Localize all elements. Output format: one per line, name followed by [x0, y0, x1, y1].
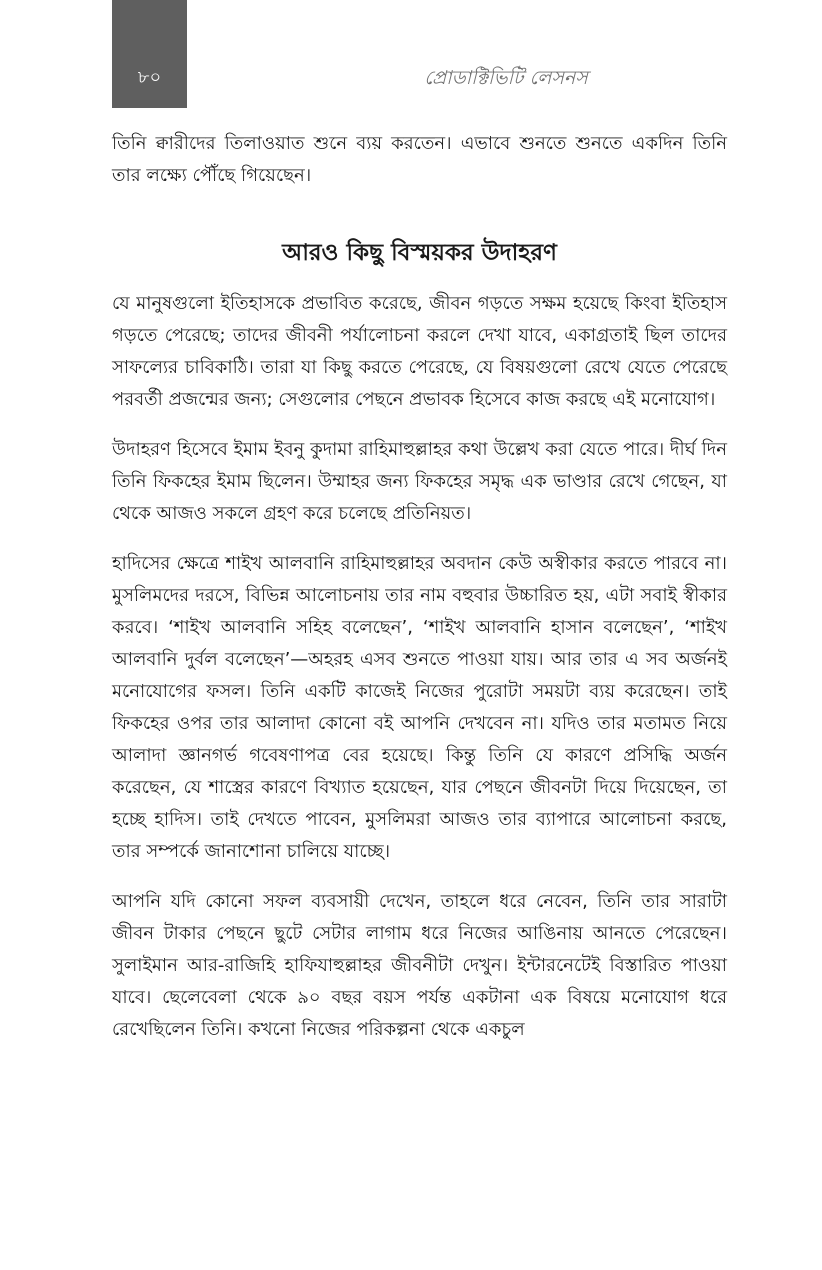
paragraph-3: হাদিসের ক্ষেত্রে শাইখ আলবানি রাহিমাহুল্লাহর অবদান কেউ অস্বীকার করতে পারবে না। মুসলিমদের দরসে, বিভিন্ন আলোচনায় তার নাম বহুবার উচ্চারিত হয়, এটা সবাই স্বীকার করবে। ‘শাইখ আলবানি সহিহ বলেছেন’, ‘শাইখ আলবানি হাসান বলেছেন’, ‘শাইখ আলবানি দুর্বল বলেছেন’—অহরহ এসব শুনতে পাওয়া যায়। আর তার এ সব অর্জনই মনোযোগের ফসল। তিনি একটি কাজেই নিজের পুরোটা সময়টা ব্যয় করেছেন। তাই ফিকহের ওপর তার আলাদা কোনো বই আপনি দেখবেন না। যদিও তার মতামত নিয়ে আলাদা জ্ঞানগর্ভ গবেষণাপত্র বের হয়েছে। কিন্তু তিনি যে কারণে প্রসিদ্ধি অর্জন করেছেন, যে শাস্ত্রের কারণে বিখ্যাত হয়েছেন, যার পেছনে জীবনটা দিয়ে দিয়েছেন, তা হচ্ছে হাদিস। তাই দেখতে পাবেন, মুসলিমরা আজও তার ব্যাপারে আলোচনা করছে, তার সম্পর্কে জানাশোনা চালিয়ে যাচ্ছে।	[112, 553, 727, 862]
page-number-tab	[112, 0, 187, 108]
section-heading: আরও কিছু বিস্ময়কর উদাহরণ	[282, 240, 557, 266]
page-body	[112, 128, 727, 1064]
intro-paragraph: তিনি ক্বারীদের তিলাওয়াত শুনে ব্যয় করতেন। এভাবে শুনতে শুনতে একদিন তিনি তার লক্ষ্যে পৌঁছে গিয়েছেন।	[112, 133, 727, 186]
paragraph-2: উদাহরণ হিসেবে ইমাম ইবনু কুদামা রাহিমাহুল্লাহর কথা উল্লেখ করা যেতে পারে। দীর্ঘ দিন তিনি ফিকহের ইমাম ছিলেন। উম্মাহর জন্য ফিকহের সমৃদ্ধ এক ভাণ্ডার রেখে গেছেন, যা থেকে আজও সকলে গ্রহণ করে চলেছে প্রতিনিয়ত।	[112, 439, 727, 524]
paragraph-4: আপনি যদি কোনো সফল ব্যবসায়ী দেখেন, তাহলে ধরে নেবেন, তিনি তার সারাটা জীবন টাকার পেছনে ছুটে সেটার লাগাম ধরে নিজের আঙিনায় আনতে পেরেছেন। সুলাইমান আর-রাজিহি হাফিযাহুল্লাহর জীবনীটা দেখুন। ইন্টারনেটেই বিস্তারিত পাওয়া যাবে। ছেলেবেলা থেকে ৯০ বছর বয়স পর্যন্ত একটানা এক বিষয়ে মনোযোগ ধরে রেখেছিলেন তিনি। কখনো নিজের পরিকল্পনা থেকে একচুল	[112, 891, 727, 1040]
page-number: ৮০	[137, 67, 162, 88]
running-header: প্রোডাক্টিভিটি লেসনস	[424, 67, 588, 89]
paragraph-1: যে মানুষগুলো ইতিহাসকে প্রভাবিত করেছে, জীবন গড়তে সক্ষম হয়েছে কিংবা ইতিহাস গড়তে পেরেছে; তাদের জীবনী পর্যালোচনা করলে দেখা যাবে, একাগ্রতাই ছিল তাদের সাফল্যের চাবিকাঠি। তারা যা কিছু করতে পেরেছে, যে বিষয়গুলো রেখে যেতে পেরেছে পরবর্তী প্রজন্মের জন্য; সেগুলোর পেছনে প্রভাবক হিসেবে কাজ করছে এই মনোযোগ।	[112, 293, 727, 410]
